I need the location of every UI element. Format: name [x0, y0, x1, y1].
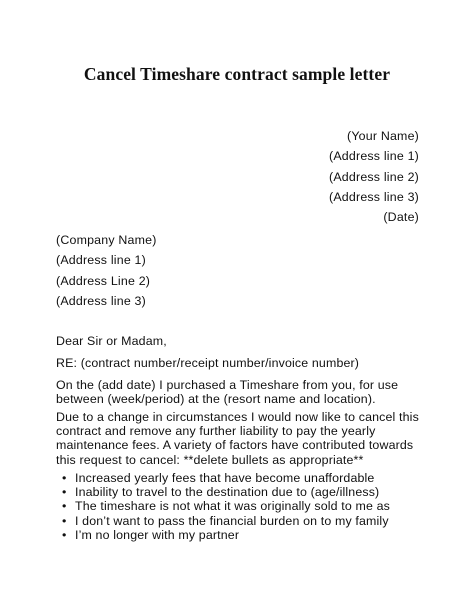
- paragraph-line: Due to a change in circumstances I would now like to cancel this: [56, 410, 419, 424]
- paragraph-line: On the (add date) I purchased a Timeshare from you, for use: [56, 378, 399, 392]
- cancellation-paragraph: [56, 410, 426, 467]
- letter-date: (Date): [383, 210, 419, 225]
- sender-address-block: [329, 126, 419, 227]
- bullet-icon: •: [62, 485, 67, 500]
- recipient-address-line-2: (Address Line 2): [56, 273, 151, 288]
- list-item-text: I’m no longer with my partner: [75, 527, 240, 542]
- recipient-address-block: [56, 230, 157, 311]
- list-item: [62, 514, 390, 528]
- sender-address-line-3: (Address line 3): [329, 189, 419, 204]
- list-item-text: I don’t want to pass the financial burden on to my family: [75, 513, 389, 528]
- recipient-address-line-1: (Address line 1): [56, 253, 146, 268]
- recipient-address-line-3: (Address line 3): [56, 293, 146, 308]
- list-item: [62, 471, 390, 485]
- reference-line: RE: (contract number/receipt number/invoice number): [56, 356, 360, 370]
- paragraph-line: maintenance fees. A variety of factors have contributed towards: [56, 438, 414, 453]
- purchase-paragraph: [56, 378, 426, 406]
- bullet-icon: •: [62, 527, 67, 542]
- document-title: Cancel Timeshare contract sample letter: [83, 64, 391, 84]
- sender-address-line-1: (Address line 1): [329, 149, 419, 164]
- sender-name: (Your Name): [347, 129, 419, 143]
- list-item: [62, 485, 390, 499]
- paragraph-line: contract and remove any further liability to pay the yearly: [56, 424, 376, 439]
- list-item: [62, 499, 390, 513]
- bullet-icon: •: [62, 471, 67, 485]
- sender-address-line-2: (Address line 2): [329, 169, 419, 184]
- bullet-icon: •: [62, 499, 67, 514]
- list-item: [62, 528, 390, 542]
- list-item-text: Increased yearly fees that have become unaffordable: [75, 471, 375, 485]
- list-item-text: Inability to travel to the destination due to (age/illness): [75, 485, 380, 500]
- greeting: Dear Sir or Madam,: [56, 334, 167, 348]
- paragraph-line: this request to cancel: **delete bullets as appropriate**: [56, 452, 364, 467]
- list-item-text: The timeshare is not what it was originally sold to me as: [75, 499, 391, 514]
- reasons-list: [62, 471, 390, 542]
- paragraph-line: between (week/period) at the (resort name and location).: [56, 392, 376, 407]
- recipient-company-name: (Company Name): [56, 233, 157, 247]
- bullet-icon: •: [62, 513, 67, 528]
